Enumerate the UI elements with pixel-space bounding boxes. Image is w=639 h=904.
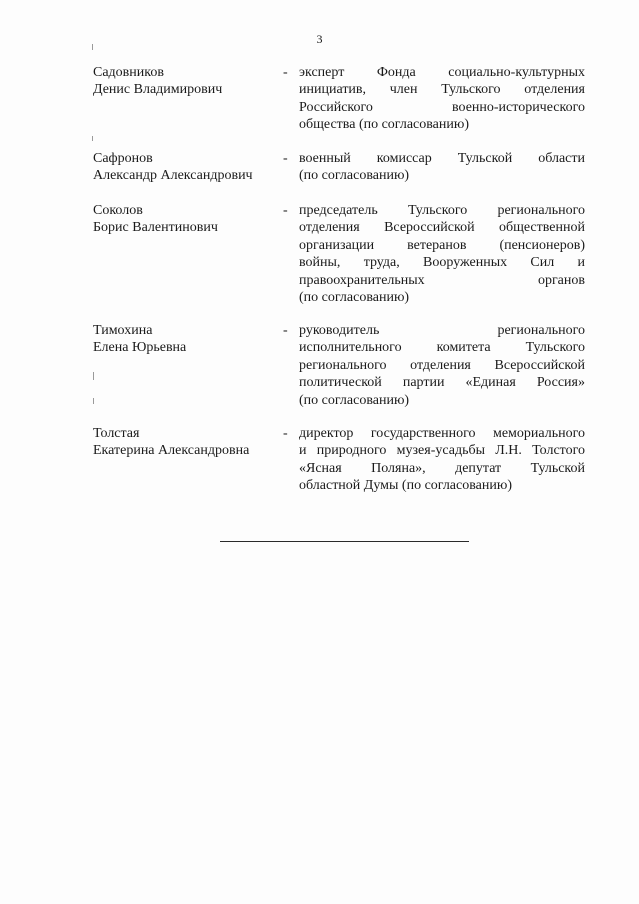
position-line: исполнительного комитета Тульского (299, 340, 585, 356)
member-surname: Соколов (93, 203, 143, 218)
closing-separator-line (220, 541, 469, 542)
position-line: областной Думы (по согласованию) (299, 478, 512, 494)
position-line: политической партии «Единая Россия» (299, 375, 585, 391)
member-position (299, 202, 585, 306)
scan-mark (93, 398, 94, 404)
position-line: военный комиссар Тульской области (299, 151, 585, 166)
position-line: «Ясная Поляна», депутат Тульской (299, 460, 585, 476)
member-name (93, 322, 283, 357)
scan-mark (92, 136, 93, 141)
member-position (299, 64, 585, 134)
dash-separator: - (283, 65, 288, 80)
position-line: (по согласованию) (299, 168, 410, 184)
member-given-names: Елена Юрьевна (93, 340, 187, 356)
member-given-names: Борис Валентинович (93, 220, 218, 236)
position-line: отделения Всероссийской общественной (299, 220, 585, 236)
member-surname: Толстая (93, 426, 140, 441)
member-surname: Тимохина (93, 323, 153, 338)
member-surname: Садовников (93, 65, 164, 80)
position-line: правоохранительных органов (299, 272, 585, 288)
member-given-names: Александр Александрович (93, 168, 253, 184)
member-given-names: Екатерина Александровна (93, 443, 250, 459)
member-name (93, 150, 283, 185)
position-line: (по согласованию) (299, 290, 410, 306)
position-line: председатель Тульского регионального (299, 203, 585, 218)
position-line: и природного музея-усадьбы Л.Н. Толстого (299, 443, 585, 459)
position-line: руководитель регионального (299, 323, 585, 338)
dash-separator: - (283, 151, 288, 166)
member-position (299, 322, 585, 409)
dash-separator: - (283, 426, 288, 441)
member-name (93, 425, 283, 460)
position-line: директор государственного мемориального (299, 426, 585, 441)
member-position (299, 425, 585, 495)
position-line: Российского военно-исторического (299, 99, 585, 115)
scan-mark (92, 44, 93, 50)
member-surname: Сафронов (93, 151, 153, 166)
position-line: общества (по согласованию) (299, 117, 469, 133)
dash-separator: - (283, 323, 288, 338)
position-line: регионального отделения Всероссийской (299, 357, 585, 373)
position-line: эксперт Фонда социально-культурных (299, 65, 585, 80)
scan-mark (93, 372, 94, 380)
position-line: инициатив, член Тульского отделения (299, 82, 585, 98)
member-position (299, 150, 585, 185)
member-given-names: Денис Владимирович (93, 82, 223, 98)
page-number: 3 (316, 32, 323, 46)
member-name (93, 202, 283, 237)
position-line: (по согласованию) (299, 392, 410, 408)
member-name (93, 64, 283, 99)
dash-separator: - (283, 203, 288, 218)
position-line: войны, труда, Вооруженных Сил и (299, 255, 585, 271)
position-line: организации ветеранов (пенсионеров) (299, 237, 585, 253)
